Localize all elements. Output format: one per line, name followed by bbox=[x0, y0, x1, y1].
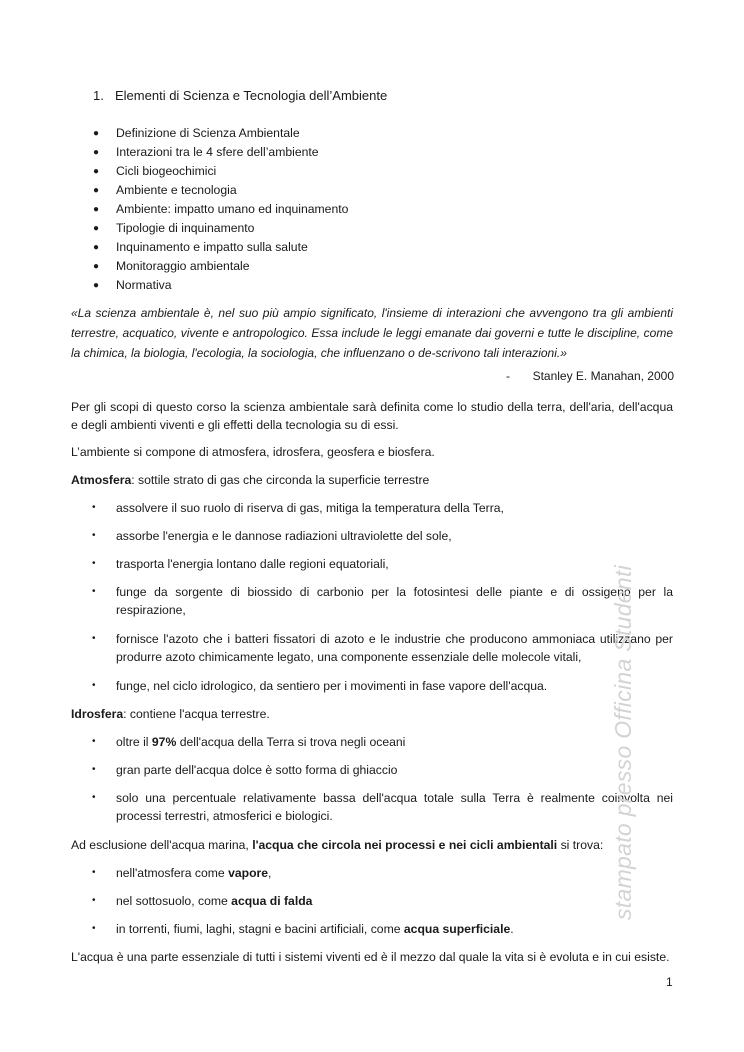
water-paragraph: Ad esclusione dell'acqua marina, l'acqua che circola nei processi e nei cicli ambientali si trova: bbox=[71, 838, 604, 852]
bullet: ● bbox=[93, 204, 100, 215]
list-item: nell'atmosfera come vapore, bbox=[116, 866, 272, 880]
bullet: • bbox=[92, 764, 96, 775]
quote: «La scienza ambientale è, nel suo più ampio significato, l'insieme di interazioni che avvengono tra gli ambienti terrestre, acquatico, vivente e antropologico. Essa include le leggi emanate dai governi e tutte le discipline, come la chimica, la biologia, l'ecologia, la sociologia, che influenzano o de-scrivono tali interazioni.» bbox=[71, 306, 673, 360]
bullet: • bbox=[92, 502, 96, 513]
list-item: funge, nel ciclo idrologico, da sentiero per i movimenti in fase vapore dell'acqua. bbox=[116, 679, 548, 693]
list-item: fornisce l'azoto che i batteri fissatori di azoto e le industrie che producono ammoniaca utilizzano per produrre azoto chimicamente legato, una componente essenziale delle molecole vitali, bbox=[116, 632, 673, 664]
bullet: ● bbox=[93, 261, 100, 272]
page-number: 1 bbox=[666, 975, 673, 989]
bullet: ● bbox=[93, 242, 100, 253]
bullet: • bbox=[92, 680, 96, 691]
list-item: trasporta l'energia lontano dalle regioni equatoriali, bbox=[116, 557, 389, 571]
bullet: ● bbox=[93, 166, 100, 177]
citation-author: Stanley E. Manahan, 2000 bbox=[532, 369, 674, 383]
bullet: ● bbox=[93, 280, 100, 291]
bullet: ● bbox=[93, 128, 100, 139]
list-item: in torrenti, fiumi, laghi, stagni e bacini artificiali, come acqua superficiale. bbox=[116, 922, 514, 936]
list-item: nel sottosuolo, come acqua di falda bbox=[116, 894, 313, 908]
bullet: • bbox=[92, 867, 96, 878]
bullet: • bbox=[92, 923, 96, 934]
bullet: • bbox=[92, 895, 96, 906]
bullet: • bbox=[92, 736, 96, 747]
list-item: ● Definizione di Scienza Ambientale bbox=[0, 124, 348, 143]
topic-list bbox=[0, 124, 348, 295]
list-item: ● Ambiente e tecnologia bbox=[0, 181, 348, 200]
list-item: ● Monitoraggio ambientale bbox=[0, 257, 348, 276]
list-item: ● Tipologie di inquinamento bbox=[0, 219, 348, 238]
list-item: ● Interazioni tra le 4 sfere dell’ambiente bbox=[0, 143, 348, 162]
bullet: • bbox=[92, 633, 96, 644]
atmosfera-paragraph: Atmosfera: sottile strato di gas che circonda la superficie terrestre bbox=[71, 473, 430, 487]
section-title: Elementi di Scienza e Tecnologia dell’Ambiente bbox=[115, 88, 388, 103]
paragraph-scope: Per gli scopi di questo corso la scienza ambientale sarà definita come lo studio della terra, dell'aria, dell'acqua e degli ambienti viventi e gli effetti della tecnologia su di essi. bbox=[71, 400, 673, 432]
list-item: solo una percentuale relativamente bassa dell'acqua totale sulla Terra è realmente coinvolta nei processi terrestri, atmosferici e biologici. bbox=[116, 791, 673, 823]
list-item: ● Ambiente: impatto umano ed inquinamento bbox=[0, 200, 348, 219]
list-item: ● Normativa bbox=[0, 276, 348, 295]
bullet: ● bbox=[93, 185, 100, 196]
bullet: ● bbox=[93, 223, 100, 234]
section-heading bbox=[93, 88, 387, 103]
list-item: assolvere il suo ruolo di riserva di gas, mitiga la temperatura della Terra, bbox=[116, 501, 504, 515]
list-item: ● Cicli biogeochimici bbox=[0, 162, 348, 181]
bullet: • bbox=[92, 558, 96, 569]
term-idrosfera: Idrosfera bbox=[71, 707, 124, 721]
term-atmosfera: Atmosfera bbox=[71, 473, 132, 487]
watermark: stampato presso Officina Studenti bbox=[610, 564, 636, 920]
bullet: • bbox=[92, 792, 96, 803]
paragraph-spheres: L’ambiente si compone di atmosfera, idrosfera, geosfera e biosfera. bbox=[71, 445, 435, 459]
section-number: 1. bbox=[93, 88, 104, 103]
bullet: ● bbox=[93, 147, 100, 158]
list-item: funge da sorgente di biossido di carbonio per la fotosintesi delle piante e di ossigeno per la respirazione, bbox=[116, 585, 673, 617]
idrosfera-paragraph: Idrosfera: contiene l'acqua terrestre. bbox=[71, 707, 270, 721]
list-item: gran parte dell'acqua dolce è sotto forma di ghiaccio bbox=[116, 763, 398, 777]
paragraph-final: L'acqua è una parte essenziale di tutti i sistemi viventi ed è il mezzo dal quale la vita si è evoluta e in cui esiste. bbox=[71, 950, 670, 964]
list-item: assorbe l'energia e le dannose radiazioni ultraviolette del sole, bbox=[116, 529, 452, 543]
bullet: • bbox=[92, 530, 96, 541]
list-item: ● Inquinamento e impatto sulla salute bbox=[0, 238, 348, 257]
quote-citation: - Stanley E. Manahan, 2000 bbox=[506, 369, 674, 383]
list-item: oltre il 97% dell'acqua della Terra si trova negli oceani bbox=[116, 735, 406, 749]
bullet: • bbox=[92, 586, 96, 597]
